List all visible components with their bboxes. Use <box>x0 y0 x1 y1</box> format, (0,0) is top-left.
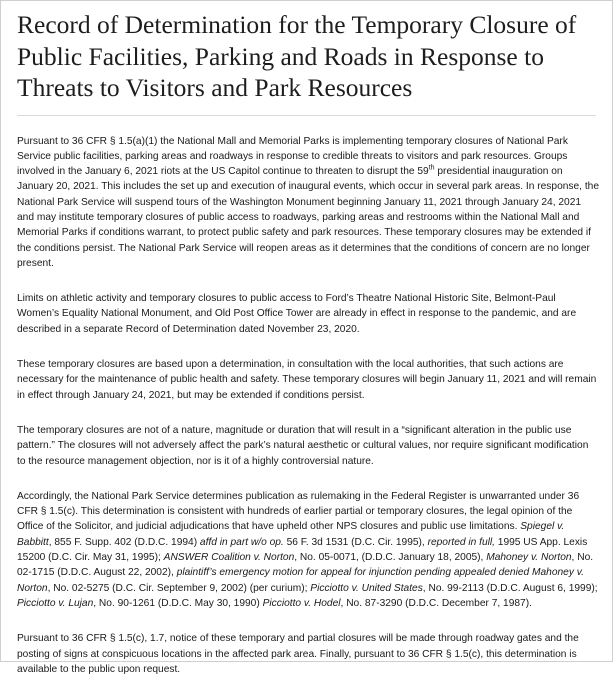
case-citation: plaintiff’s emergency motion for appeal for injunction pending appealed denied Mahoney v. Norton <box>17 567 584 594</box>
paragraph-existing-limits: Limits on athletic activity and temporary closures to public access to Ford’s Theatre National Historic Site, Belmont-Paul Women’s Equality National Monument, and Old Post Office Tower are already in effect in response to the pandemic, and are described in a separate Record of Determination dated November 23, 2020. <box>17 293 577 335</box>
case-citation: Spiegel v. Babbitt <box>17 521 565 548</box>
paragraph-determination: These temporary closures are based upon a determination, in consultation with the local authorities, that such actions are necessary for the maintenance of public health and safety. These temporary closures will begin January 11, 2021 and will remain in effect through January 24, 2021, but may be extended if conditions persist. <box>17 359 597 401</box>
page-title: Record of Determination for the Temporary Closure of Public Facilities, Parking and Roads in Response to Threats to Visitors and Park Resources <box>17 10 577 102</box>
paragraph-text: 56 F. 3d 1531 (D.C. Cir. 1995), <box>283 536 428 548</box>
paragraph-text: Accordingly, the National Park Service determines publication as rulemaking in the Federal Register is unwarranted under 36 CFR § 1.5(c). This determination is consistent with hundreds of earlier partial or temporary closures, the legal opinion of the Office of the Solicitor, and judicial adjudications that have upheld other NPS closures and public use limitations. <box>17 490 580 533</box>
paragraph-text: , No. 02-1715 (D.D.C. August 22, 2002), <box>17 552 594 579</box>
paragraph-text: 1995 US App. Lexis 15200 (D.C. Cir. May 31, 1995); <box>17 536 588 564</box>
paragraph-text: , No. 87-3290 (D.D.C. December 7, 1987). <box>340 597 532 609</box>
case-citation: ANSWER Coalition v. Norton <box>163 552 295 564</box>
case-citation: Picciotto v. Hodel <box>262 597 341 609</box>
case-citation: Mahoney v. Norton <box>486 552 572 564</box>
paragraph-impact: The temporary closures are not of a nature, magnitude or duration that will result in a “significant alteration in the public use pattern.” The closures will not adversely affect the park’s natural aesthetic or cultural values, nor require significant modification to the resource management objection, nor is it of a highly controversial nature. <box>17 424 589 467</box>
paragraph-text: , No. 90-1261 (D.D.C. May 30, 1990) <box>93 597 263 609</box>
paragraph-text: , No. 02-5275 (D.C. Cir. September 9, 2002) (per curium); <box>47 582 311 594</box>
case-citation: reported in full, <box>427 536 495 548</box>
paragraph-text: presidential inauguration on January 20, 2021. This includes the set up and execution of inaugural events, which occur in several park areas. In response, the National Park Service will suspend tours of the Washington Monument beginning January 11, 2021 through January 24, 2021 and may institute temporary closures of public access to roadways, parking areas and restrooms within the National Mall and Memorial Parks if conditions warrant, to protect public safety and park resources. These temporary closures may be extended if the conditions persist. The National Park Service will reopen areas as it determines that the conditions of concern are no longer present. <box>17 166 599 269</box>
title-divider <box>17 115 596 116</box>
case-citation: affd in part w/o op. <box>199 536 284 548</box>
paragraph-notice: Pursuant to 36 CFR § 1.5(c), 1.7, notice of these temporary and partial closures will be made through roadway gates and the posting of signs at conspicuous locations in the affected park area. Finally, pursuant to 36 CFR § 1.5(c), this determination is available to the public upon request. <box>17 633 579 675</box>
paragraph-text: , 855 F. Supp. 402 (D.D.C. 1994) <box>48 536 200 548</box>
paragraph-text: , No. 05-0071, (D.D.C. January 18, 2005), <box>294 552 487 564</box>
paragraph-text: , No. 99-2113 (D.D.C. August 6, 1999); <box>422 582 598 594</box>
paragraph-text: Pursuant to 36 CFR § 1.5(a)(1) the National Mall and Memorial Parks is implementing temporary closures of National Park Service public facilities, parking areas and roadways in response to credible threats to visitors and park resources. Groups involved in the January 6, 2021 riots at the US Capitol continue to threaten to disrupt the 59 <box>17 135 568 178</box>
paragraph-authority <box>17 134 599 272</box>
case-citation: Picciotto v. Lujan <box>17 597 94 609</box>
ordinal-suffix: th <box>428 164 435 172</box>
paragraph-legal-basis <box>17 489 599 611</box>
case-citation: Picciotto v. United States <box>310 582 423 594</box>
